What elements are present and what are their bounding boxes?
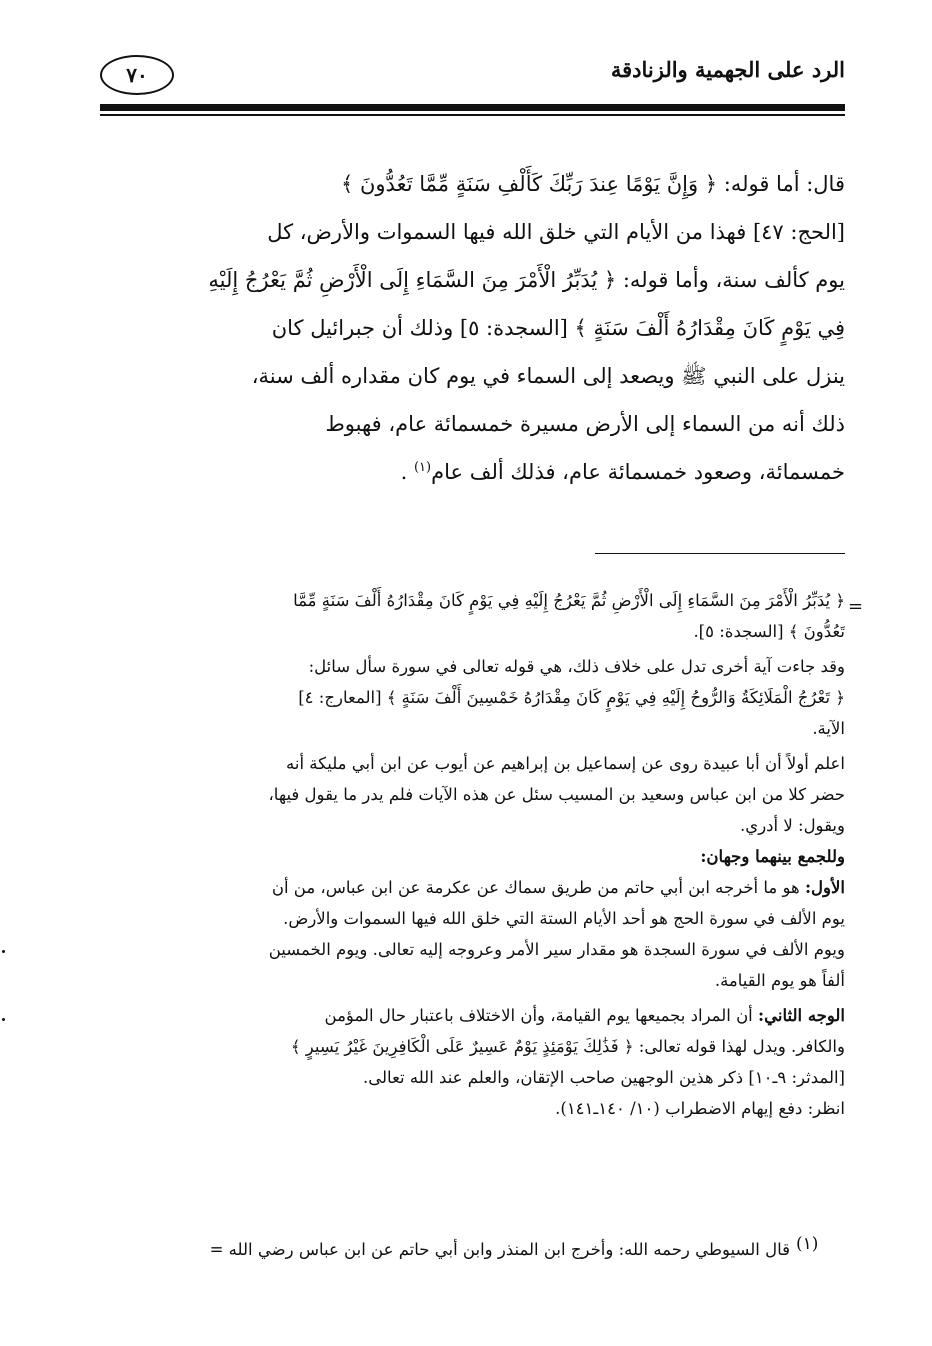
- footnotes: [100, 585, 845, 1124]
- footnote-ref: (١): [413, 460, 432, 475]
- note-line-4: ﴿ تَعْرُجُ الْمَلَائِكَةُ وَالرُّوحُ إِلَيْهِ فِي يَوْمٍ كَانَ مِقْدَارُهُ خَمْسِينَ أَلْفَ سَنَةٍ ﴾ [المعارج: ٤]: [298, 688, 845, 707]
- page-header: [100, 55, 845, 100]
- header-rule-thin: [100, 114, 845, 116]
- note-line-17: انظر: دفع إيهام الاضطراب (١٠/ ١٤٠ـ١٤١).: [555, 1099, 845, 1118]
- note-line-10: [100, 872, 845, 903]
- main-line-3: يوم كألف سنة، وأما قوله: ﴿ يُدَبِّرُ الْأَمْرَ مِنَ السَّمَاءِ إِلَى الْأَرْضِ ثُمَّ يَعْرُجُ إِلَيْهِ: [208, 268, 845, 292]
- note-line-1: ﴿ يُدَبِّرُ الْأَمْرَ مِنَ السَّمَاءِ إِلَى الْأَرْضِ ثُمَّ يَعْرُجُ إِلَيْهِ فِي يَوْمٍ كَانَ مِقْدَارُهُ أَلْفَ سَنَةٍ مِّمَّا: [293, 591, 845, 610]
- margin-dot: [2, 950, 5, 953]
- note-line-9: وللجمع بينهما وجهان:: [700, 847, 845, 866]
- note-line-13: ألفاً هو يوم القيامة.: [714, 971, 845, 990]
- margin-dot: [2, 1018, 5, 1021]
- note-line-15: والكافر. ويدل لهذا قوله تعالى: ﴿ فَذَٰلِكَ يَوْمَئِذٍ يَوْمٌ عَسِيرٌ عَلَى الْكَافِرِينَ غَيْرُ يَسِيرٍ ﴾: [290, 1037, 845, 1056]
- note-line-3: وقد جاءت آية أخرى تدل على خلاف ذلك، هي قوله تعالى في سورة سأل سائل:: [308, 657, 845, 676]
- note-line-8: ويقول: لا أدري.: [740, 816, 845, 835]
- note-line-14: [100, 1000, 845, 1031]
- first-aspect-label: الأول:: [804, 878, 845, 897]
- note-line-11: يوم الألف في سورة الحج هو أحد الأيام الستة التي خلق الله فيها السموات والأرض.: [283, 909, 845, 928]
- main-line-2: [الحج: ٤٧] فهذا من الأيام التي خلق الله فيها السموات والأرض، كل: [267, 220, 845, 244]
- footnote-number: (١): [796, 1234, 819, 1254]
- note-line-12: ويوم الألف في سورة السجدة هو مقدار سير الأمر وعروجه إليه تعالى. ويوم الخمسين: [268, 940, 845, 959]
- main-line-4: فِي يَوْمٍ كَانَ مِقْدَارُهُ أَلْفَ سَنَةٍ ﴾ [السجدة: ٥] وذلك أن جبرائيل كان: [271, 316, 845, 340]
- running-title: الرد على الجهمية والزنادقة: [610, 57, 845, 82]
- footnote-1-text: قال السيوطي رحمه الله: وأخرج ابن المنذر وابن أبي حاتم عن ابن عباس رضي الله =: [209, 1240, 790, 1259]
- page-number: ٧٠: [100, 55, 174, 95]
- header-rule-thick: [100, 104, 845, 111]
- note-line-2: تَعُدُّونَ ﴾ [السجدة: ٥].: [693, 622, 845, 641]
- end-mark: .: [400, 460, 408, 484]
- main-text: [100, 160, 845, 496]
- main-line-6: ذلك أنه من السماء إلى الأرض مسيرة خمسمائة عام، فهبوط: [325, 412, 845, 436]
- main-line-1: قال: أما قوله: ﴿ وَإِنَّ يَوْمًا عِندَ رَبِّكَ كَأَلْفِ سَنَةٍ مِّمَّا تَعُدُّونَ ﴾: [341, 172, 845, 196]
- footnote-separator: [595, 553, 845, 554]
- main-line-7-text: خمسمائة، وصعود خمسمائة عام، فذلك ألف عام: [431, 460, 845, 484]
- note-line-14-text: أن المراد بجميعها يوم القيامة، وأن الاختلاف باعتبار حال المؤمن: [324, 1006, 759, 1025]
- continuation-mark: =: [848, 596, 864, 617]
- note-line-5: الآية.: [812, 719, 845, 738]
- second-aspect-label: الوجه الثاني:: [758, 1006, 845, 1025]
- note-line-16: [المدثر: ٩ـ١٠] ذكر هذين الوجهين صاحب الإتقان، والعلم عند الله تعالى.: [363, 1068, 845, 1087]
- note-line-6: اعلم أولاً أن أبا عبيدة روى عن إسماعيل بن إبراهيم عن أيوب عن ابن أبي مليكة أنه: [286, 754, 845, 773]
- note-line-7: حضر كلا من ابن عباس وسعيد بن المسيب سئل عن هذه الآيات فلم يدر ما يقول فيها،: [268, 785, 845, 804]
- main-line-7: [100, 448, 845, 496]
- main-line-5: ينزل على النبي ﷺ ويصعد إلى السماء في يوم كان مقداره ألف سنة،: [251, 364, 845, 388]
- note-line-10-text: هو ما أخرجه ابن أبي حاتم من طريق سماك عن عكرمة عن ابن عباس، من أن: [271, 878, 805, 897]
